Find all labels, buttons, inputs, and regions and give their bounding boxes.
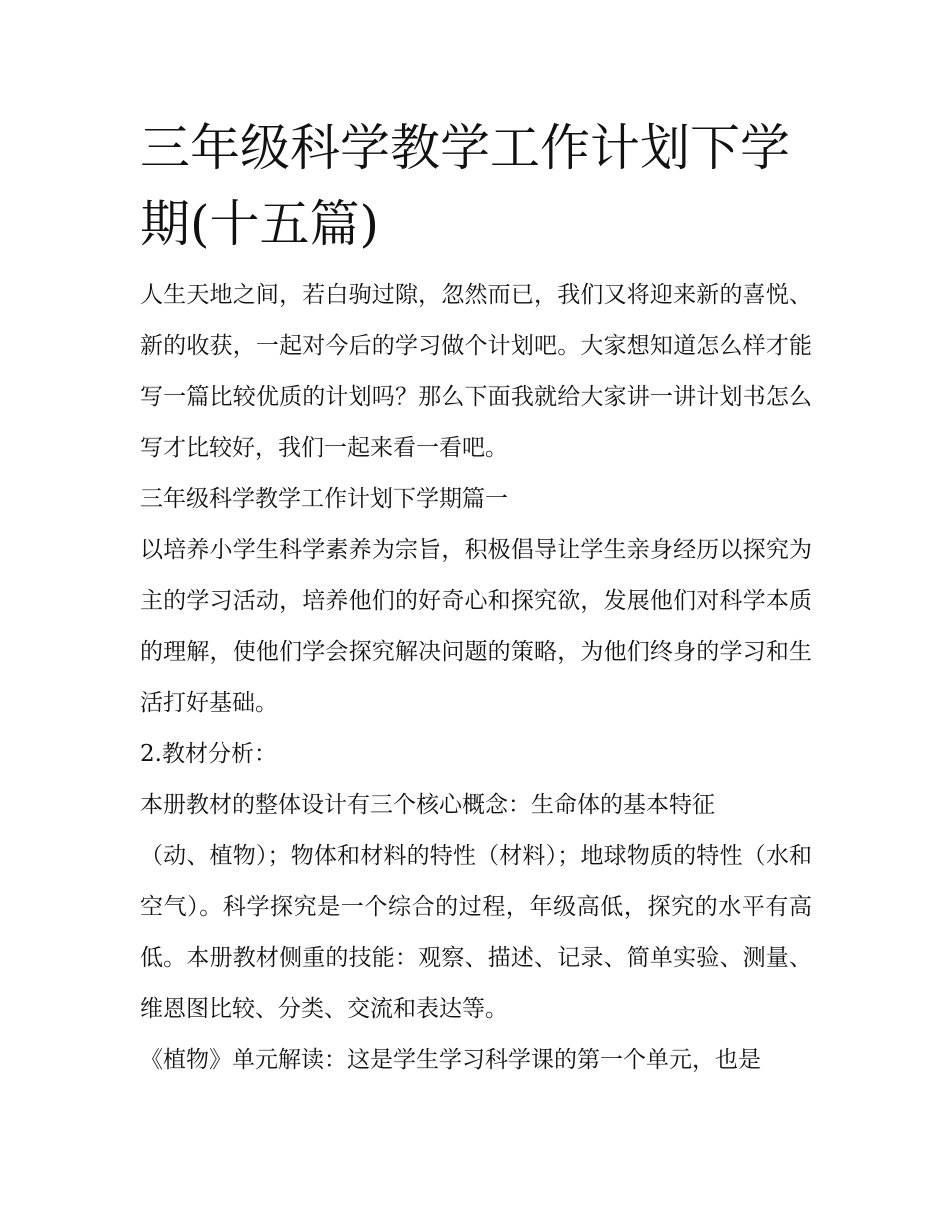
- document-page: [140, 110, 812, 1086]
- goal-paragraph: 以培养小学生科学素养为宗旨，积极倡导让学生亲身经历以探究为主的学习活动，培养他们的好奇心和探究欲，发展他们对科学本质的理解，使他们学会探究解决问题的策略，为他们终身的学习和生活打好基础。: [140, 537, 812, 716]
- document-title: 三年级科学教学工作计划下学期(十五篇): [140, 119, 790, 253]
- section-heading: 三年级科学教学工作计划下学期篇一: [140, 486, 508, 512]
- subheading-textbook-analysis: 2.教材分析：: [140, 741, 277, 767]
- plants-unit-paragraph: 《植物》单元解读：这是学生学习科学课的第一个单元，也是: [140, 1047, 761, 1073]
- concept-paragraph: 本册教材的整体设计有三个核心概念：生命体的基本特征: [140, 792, 715, 818]
- intro-paragraph: 人生天地之间，若白驹过隙，忽然而已，我们又将迎来新的喜悦、新的收获，一起对今后的学习做个计划吧。大家想知道怎么样才能写一篇比较优质的计划吗？那么下面我就给大家讲一讲计划书怎么写才比较好，我们一起来看一看吧。: [140, 282, 812, 461]
- skills-paragraph: （动、植物）；物体和材料的特性（材料）；地球物质的特性（水和空气）。科学探究是一个综合的过程，年级高低，探究的水平有高低。本册教材侧重的技能：观察、描述、记录、简单实验、测量、维恩图比较、分类、交流和表达等。: [140, 843, 812, 1022]
